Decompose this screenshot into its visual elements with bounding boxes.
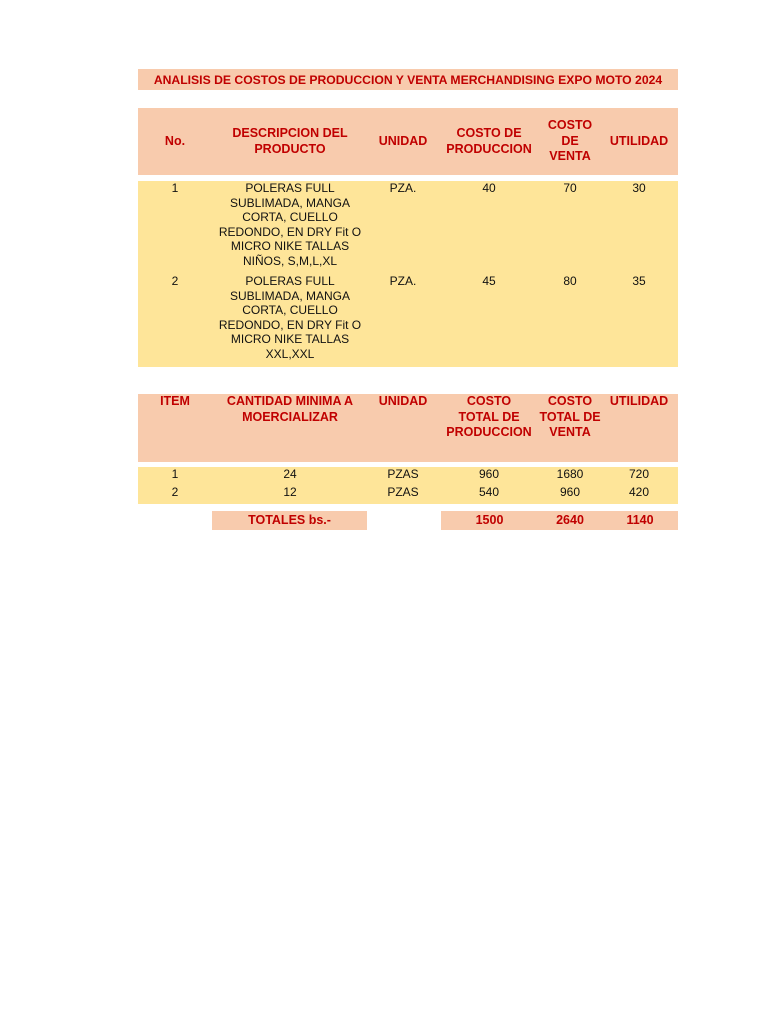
total-utilidad: 1140 xyxy=(626,512,654,527)
total-costo-venta: 2640 xyxy=(556,512,584,527)
totals-values-cell xyxy=(441,511,678,530)
row-unidad: PZA. xyxy=(389,181,417,195)
total-costo-produccion: 1500 xyxy=(475,512,504,527)
row-utilidad: 420 xyxy=(628,485,650,499)
header-costo-total-venta: COSTO TOTAL DE VENTA xyxy=(539,394,601,439)
row-unidad: PZAS xyxy=(387,467,419,481)
row-description: POLERAS FULL SUBLIMADA, MANGA CORTA, CUELLO REDONDO, EN DRY Fit O MICRO NIKE TALLAS NIÑOS, S,M,L,XL xyxy=(218,181,362,268)
product-table-body xyxy=(138,181,678,367)
row-no: 1 xyxy=(171,181,179,195)
row-utilidad: 30 xyxy=(632,181,646,195)
row-costo-total-produccion: 960 xyxy=(478,467,500,481)
row-utilidad: 35 xyxy=(632,274,646,288)
header-unidad: UNIDAD xyxy=(378,133,428,148)
row-description: POLERAS FULL SUBLIMADA, MANGA CORTA, CUELLO REDONDO, EN DRY Fit O MICRO NIKE TALLAS XXL,XXL xyxy=(218,274,362,361)
row-costo-produccion: 45 xyxy=(482,274,496,288)
row-costo-venta: 70 xyxy=(563,181,577,195)
row-unidad: PZAS xyxy=(387,485,419,499)
row-costo-total-venta: 960 xyxy=(559,485,581,499)
row-no: 2 xyxy=(171,274,179,288)
header-descripcion: DESCRIPCION DEL PRODUCTO xyxy=(232,126,348,156)
header-costo-produccion: COSTO DE PRODUCCION xyxy=(446,126,532,156)
product-table-header xyxy=(138,108,678,175)
totals-label: TOTALES bs.- xyxy=(248,512,331,527)
header-costo-total-produccion: COSTO TOTAL DE PRODUCCION xyxy=(446,394,532,439)
row-unidad: PZA. xyxy=(389,274,417,288)
header-no: No. xyxy=(164,133,186,148)
report-title: ANALISIS DE COSTOS DE PRODUCCION Y VENTA MERCHANDISING EXPO MOTO 2024 xyxy=(138,69,678,90)
header-costo-venta: COSTO DE VENTA xyxy=(547,118,593,164)
row-utilidad: 720 xyxy=(628,467,650,481)
header-utilidad: UTILIDAD xyxy=(609,133,669,148)
totals-label-cell xyxy=(212,511,367,530)
quantity-table-header xyxy=(138,394,678,462)
header-item: ITEM xyxy=(160,394,190,408)
quantity-table-body xyxy=(138,467,678,504)
row-costo-total-produccion: 540 xyxy=(478,485,500,499)
row-cantidad: 24 xyxy=(283,467,297,481)
row-costo-produccion: 40 xyxy=(482,181,496,195)
row-item: 1 xyxy=(171,467,179,481)
header-utilidad: UTILIDAD xyxy=(609,394,669,408)
row-cantidad: 12 xyxy=(283,485,297,499)
header-cantidad: CANTIDAD MINIMA A MOERCIALIZAR xyxy=(226,394,354,424)
row-costo-venta: 80 xyxy=(563,274,577,288)
row-costo-total-venta: 1680 xyxy=(556,467,584,481)
row-item: 2 xyxy=(171,485,179,499)
header-unidad: UNIDAD xyxy=(378,394,428,408)
